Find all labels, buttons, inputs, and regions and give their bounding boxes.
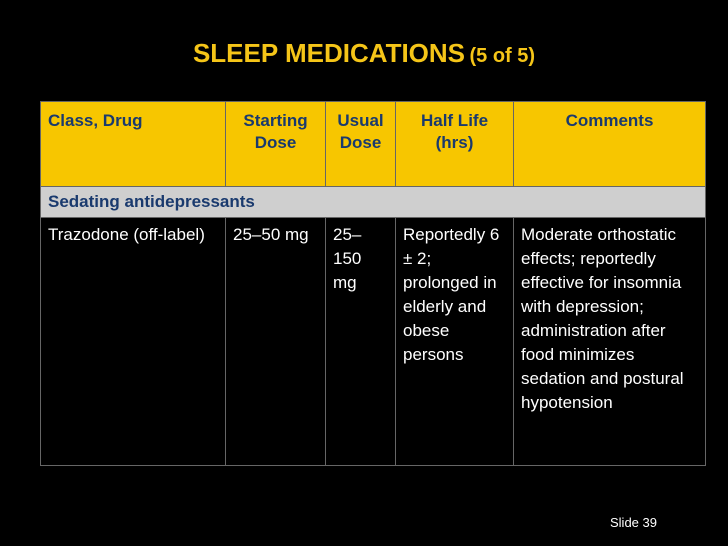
header-half-life: Half Life (hrs): [396, 102, 514, 187]
table-header-row: [41, 102, 706, 187]
cell-starting-dose: 25–50 mg: [226, 218, 326, 466]
slide-title-main: SLEEP MEDICATIONS: [192, 38, 466, 68]
header-class-drug: Class, Drug: [41, 102, 226, 187]
medication-table: [40, 101, 706, 466]
section-label: Sedating antidepressants: [41, 187, 706, 218]
cell-usual-dose: 25–150 mg: [326, 218, 396, 466]
slide-number: Slide 39: [610, 515, 657, 530]
header-usual-dose: Usual Dose: [326, 102, 396, 187]
cell-comments: Moderate orthostatic effects; reportedly effective for insomnia with depression; administration after food minimizes sedation and postural hypotension: [514, 218, 706, 466]
header-starting-dose: Starting Dose: [226, 102, 326, 187]
slide-title-sub: (5 of 5): [469, 45, 536, 67]
slide-title: [0, 38, 728, 69]
cell-half-life: Reportedly 6 ± 2; prolonged in elderly and obese persons: [396, 218, 514, 466]
section-row: [41, 187, 706, 218]
cell-drug: Trazodone (off-label): [41, 218, 226, 466]
table-row: [41, 218, 706, 466]
header-comments: Comments: [514, 102, 706, 187]
